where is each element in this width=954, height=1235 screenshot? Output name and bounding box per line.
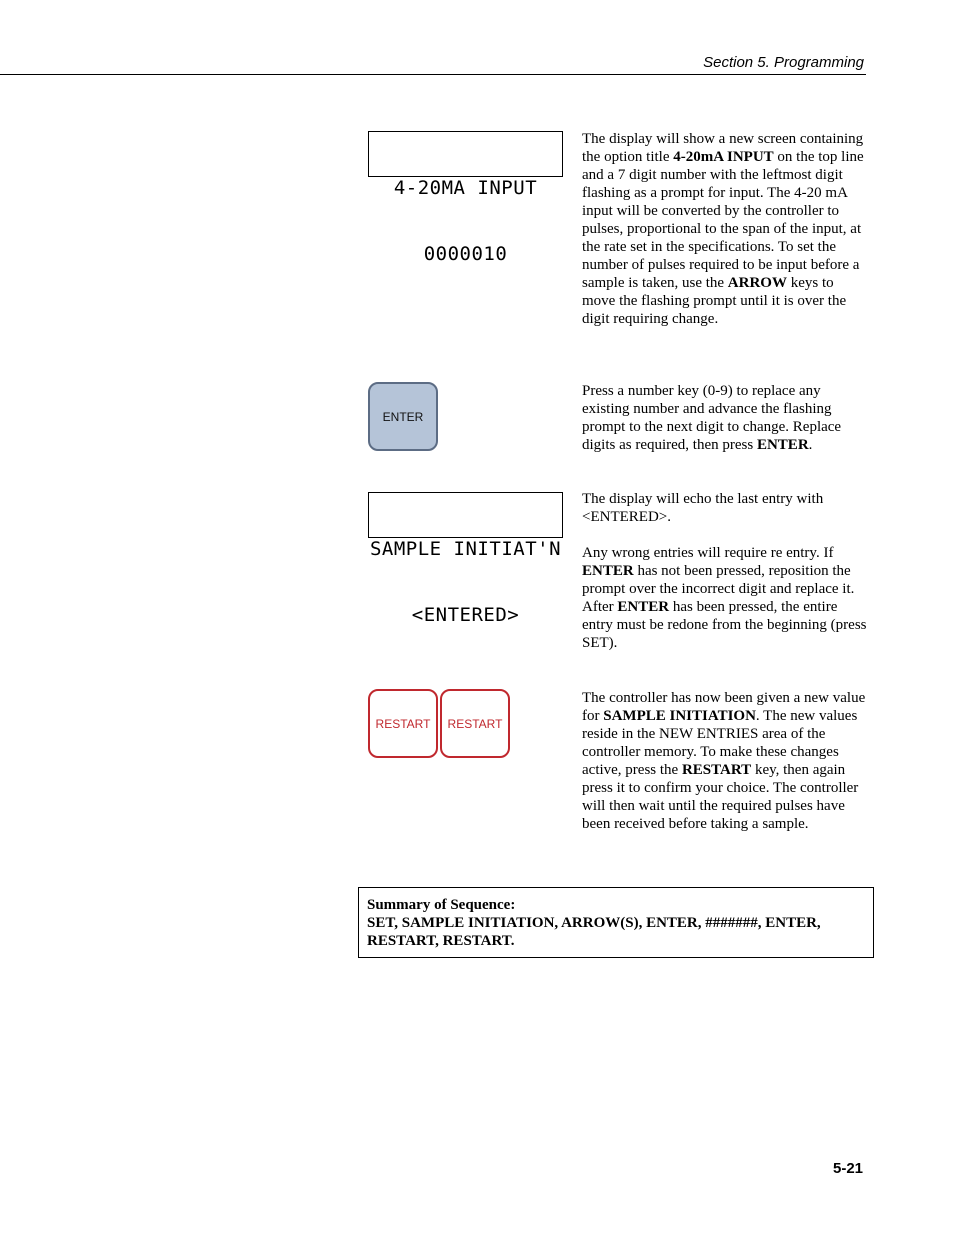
para1-bold-1: 4-20mA INPUT: [673, 149, 774, 165]
section-title: Section 5. Programming: [703, 54, 864, 71]
para2-text-1: Press a number key (0-9) to replace any existing number and advance the flashing prompt to the next digit to change. Replace digits as required, then press: [582, 383, 842, 453]
instruction-paragraph-2: [582, 382, 867, 454]
page-number: 5-21: [833, 1160, 864, 1177]
lcd-display-4-20ma-input: [368, 131, 563, 265]
restart-key-2: RESTART: [440, 689, 510, 758]
enter-key: ENTER: [368, 382, 438, 451]
para3-span-1: Any wrong entries will require re entry. If: [582, 545, 834, 561]
para3-text-1: The display will echo the last entry with <ENTERED>.: [582, 491, 824, 525]
para3-text-2: [582, 544, 867, 652]
instruction-paragraph-4: [582, 689, 867, 833]
lcd-line-2: 0000010: [423, 243, 508, 265]
page-header: [0, 54, 866, 75]
para2-bold-1: ENTER: [756, 437, 809, 453]
instruction-paragraph-1: [582, 130, 867, 328]
para3-bold-1: ENTER: [582, 563, 634, 579]
lcd-line-2: <ENTERED>: [411, 604, 520, 626]
para3-span-3: has been pressed, the entire entry must be redone from the beginning (press SET).: [582, 599, 867, 651]
para1-text-1: The display will show a new screen containing the option title: [582, 131, 864, 165]
para4-text-2: . The new values reside in the NEW ENTRIES area of the controller memory. To make these changes active, press the: [582, 708, 858, 778]
para4-text-3: key, then again press it to confirm your choice. The controller will then wait until the required pulses have been received before taking a sample.: [582, 762, 859, 832]
instruction-paragraph-3: [582, 490, 867, 652]
para1-text-2: on the top line and a 7 digit number with the leftmost digit flashing as a prompt for input. The 4-20 mA input will be converted by the controller to pulses, proportional to the span of the input, at the rate set in the specifications. To set the number of pulses required to be input before a sample is taken, use the: [582, 149, 864, 291]
lcd-line-1: 4-20MA INPUT: [393, 177, 538, 199]
para3-span-2: has not been pressed, reposition the prompt over the incorrect digit and replace it. After: [582, 563, 855, 615]
para4-bold-1: SAMPLE INITIATION: [603, 708, 756, 724]
para2-text-2: .: [808, 437, 813, 453]
summary-box: [358, 887, 874, 958]
summary-title: Summary of Sequence:: [367, 897, 516, 913]
para1-text-3: keys to move the flashing prompt until it is over the digit requiring change.: [582, 275, 847, 327]
para4-bold-2: RESTART: [681, 762, 752, 778]
para1-bold-2: ARROW: [727, 275, 787, 291]
para3-bold-2: ENTER: [617, 599, 670, 615]
lcd-display-sample-initiation: [368, 492, 563, 626]
para4-text-1: The controller has now been given a new value for: [582, 690, 866, 724]
summary-sequence: SET, SAMPLE INITIATION, ARROW(S), ENTER, #######, ENTER, RESTART, RESTART.: [367, 915, 821, 949]
restart-key-1: RESTART: [368, 689, 438, 758]
lcd-line-1: SAMPLE INITIAT'N: [369, 538, 562, 560]
